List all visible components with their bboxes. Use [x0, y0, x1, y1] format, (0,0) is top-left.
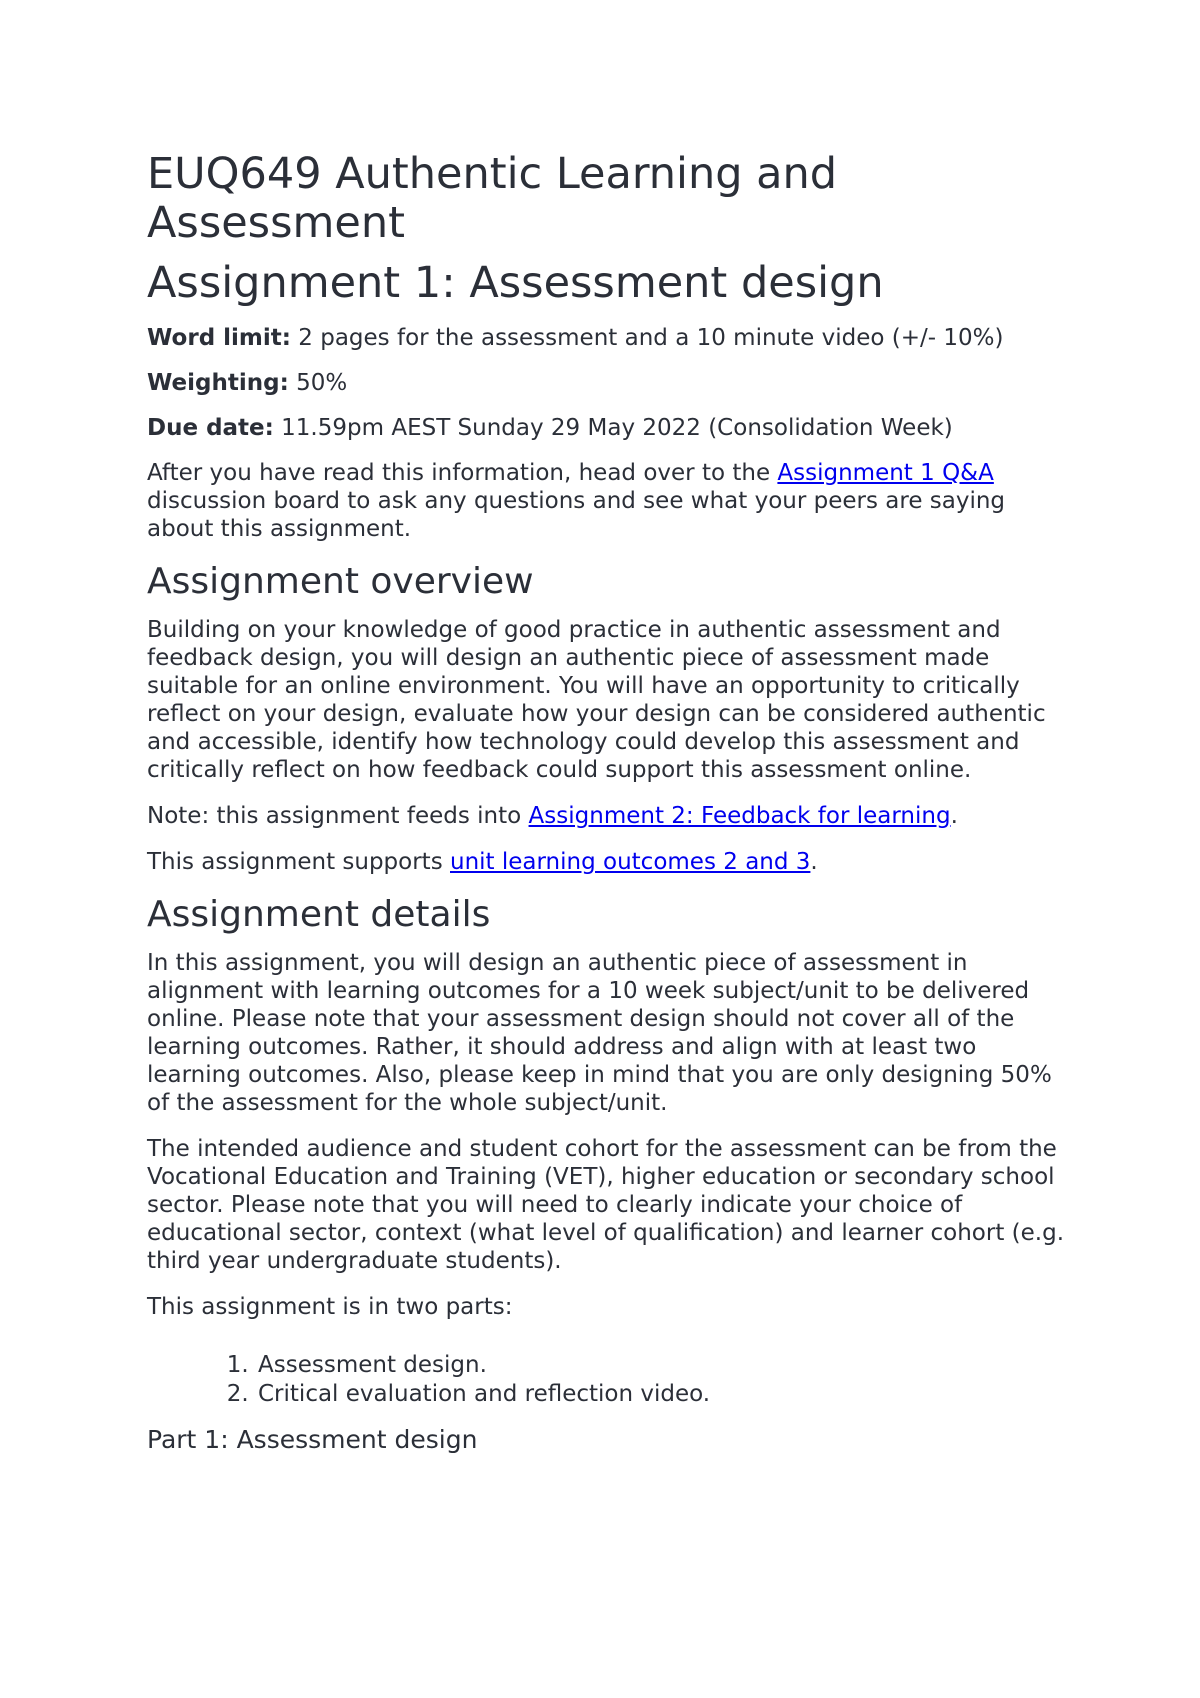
- word-limit-label: Word limit:: [147, 325, 291, 351]
- due-date: [147, 414, 1077, 442]
- parts-intro: This assignment is in two parts:: [147, 1294, 513, 1320]
- document-title: EUQ649 Authentic Learning and Assessment: [147, 149, 838, 248]
- overview-heading: Assignment overview: [147, 561, 534, 602]
- learning-outcomes-link[interactable]: unit learning outcomes 2 and 3: [450, 849, 811, 875]
- parts-list: [147, 1351, 1077, 1409]
- intro-paragraph: [147, 459, 1077, 543]
- assignment-2-link[interactable]: Assignment 2: Feedback for learning: [528, 803, 951, 829]
- assignment-title: Assignment 1: Assessment design: [147, 258, 884, 308]
- details-heading: Assignment details: [147, 894, 491, 935]
- details-paragraph-2: The intended audience and student cohort for the assessment can be from the Vocational Education and Training (VET), higher education or secondary school sector. Please note that you will need to clearly indicate your choice of educational sector, context (what level of qualification) and learner cohort (e.g. third year undergraduate students).: [147, 1136, 1065, 1274]
- list-item: 2. Critical evaluation and reflection video.: [256, 1380, 1077, 1409]
- note-text-before: Note: this assignment feeds into: [147, 803, 529, 829]
- note-text-after: .: [950, 803, 958, 829]
- part1-heading: Part 1: Assessment design: [147, 1425, 478, 1454]
- due-date-value: 11.59pm AEST Sunday 29 May 2022 (Consolidation Week): [273, 415, 953, 441]
- supports-text-after: .: [810, 849, 818, 875]
- details-paragraph-1: In this assignment, you will design an authentic piece of assessment in alignment with learning outcomes for a 10 week subject/unit to be delivered online. Please note that your assessment design should not cover all of the learning outcomes. Rather, it should address and align with at least two learning outcomes. Also, please keep in mind that you are only designing 50% of the assessment for the whole subject/unit.: [147, 950, 1052, 1116]
- supports-paragraph: [147, 848, 1077, 876]
- weighting: [147, 369, 1077, 397]
- weighting-value: 50%: [288, 370, 348, 396]
- weighting-label: Weighting:: [147, 370, 289, 396]
- word-limit-value: 2 pages for the assessment and a 10 minute video (+/- 10%): [290, 325, 1004, 351]
- intro-text-after: discussion board to ask any questions and see what your peers are saying about this assignment.: [147, 488, 1006, 542]
- overview-paragraph: Building on your knowledge of good practice in authentic assessment and feedback design, you will design an authentic piece of assessment made suitable for an online environment. You will have an opportunity to critically reflect on your design, evaluate how your design can be considered authentic and accessible, identify how technology could develop this assessment and critically reflect on how feedback could support this assessment online.: [147, 617, 1046, 783]
- assignment-qa-link[interactable]: Assignment 1 Q&A: [777, 460, 994, 486]
- word-limit: [147, 324, 1077, 352]
- note-paragraph: [147, 802, 1077, 830]
- due-date-label: Due date:: [147, 415, 274, 441]
- list-item: 1. Assessment design.: [256, 1351, 1077, 1380]
- intro-text-before: After you have read this information, head over to the: [147, 460, 778, 486]
- supports-text-before: This assignment supports: [147, 849, 450, 875]
- document-page: [147, 150, 1077, 1455]
